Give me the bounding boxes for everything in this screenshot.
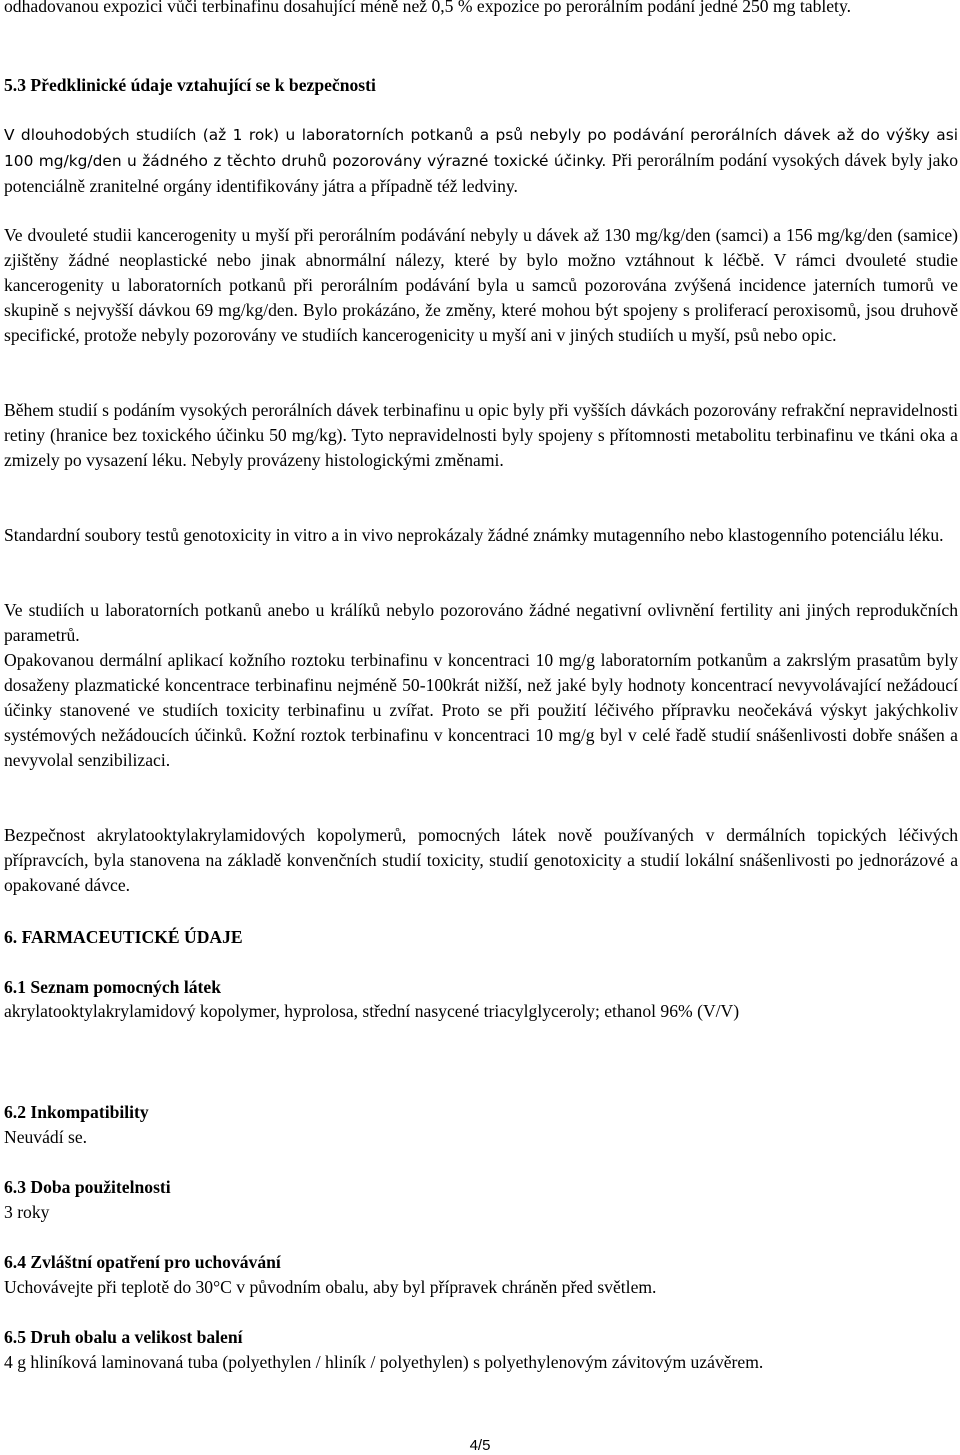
preclinical-paragraph-1b: Při perorálním podání vysokých dávek byly jako potenciálně zranitelné orgány identifikovány játra a případně též ledviny. bbox=[4, 150, 958, 196]
intro-paragraph: odhadovanou expozici vůči terbinafinu dosahující méně než 0,5 % expozice po perorálním podání jedné 250 mg tablety. bbox=[4, 0, 851, 16]
section-6-5-text: 4 g hliníková laminovaná tuba (polyethylen / hliník / polyethylen) s polyethylenovým závitovým uzávěrem. bbox=[4, 1352, 764, 1372]
preclinical-paragraph-5: Ve studiích u laboratorních potkanů anebo u králíků nebylo pozorováno žádné negativní ovlivnění fertility ani jiných reprodukčních parametrů. bbox=[4, 600, 958, 645]
section-6-heading: 6. FARMACEUTICKÉ ÚDAJE bbox=[4, 927, 243, 947]
preclinical-paragraph-1 bbox=[4, 123, 958, 200]
section-5-3-heading: 5.3 Předklinické údaje vztahující se k bezpečnosti bbox=[4, 75, 376, 95]
section-6-4-heading: 6.4 Zvláštní opatření pro uchovávání bbox=[4, 1252, 281, 1272]
preclinical-paragraph-3: Během studií s podáním vysokých perorálních dávek terbinafinu u opic byly při vyšších dávkách pozorovány refrakční nepravidelnosti retiny (hranice bez toxického účinku 50 mg/kg). Tyto nepravidelnosti byly spojeny s přítomnosti metabolitu terbinafinu ve tkáni oka a zmizely po vysazení léku. Nebyly provázeny histologickými změnami. bbox=[4, 400, 958, 470]
preclinical-paragraph-6: Opakovanou dermální aplikací kožního roztoku terbinafinu v koncentraci 10 mg/g laboratorním potkanům a zakrslým prasatům byly dosaženy plazmatické koncentrace terbinafinu nejméně 50-100krát nižší, než jaké byly hodnoty koncentrací nevyvolávající nežádoucí účinky stanovené ve studiích toxicity terbinafinu u zvířat. Proto se při použití léčivého přípravku neočekává výskyt jakýchkoliv systémových nežádoucích účinků. Kožní roztok terbinafinu v koncentraci 10 mg/g byl v celé řadě studií snášenlivosti dobře snášen a nevyvolal senzibilizaci. bbox=[4, 650, 958, 770]
section-6-3-heading: 6.3 Doba použitelnosti bbox=[4, 1177, 171, 1197]
section-6-1-heading: 6.1 Seznam pomocných látek bbox=[4, 977, 221, 997]
section-6-2-text: Neuvádí se. bbox=[4, 1127, 88, 1147]
preclinical-paragraph-4: Standardní soubory testů genotoxicity in vitro a in vivo neprokázaly žádné známky mutagenního nebo klastogenního potenciálu léku. bbox=[4, 525, 944, 545]
section-6-5-heading: 6.5 Druh obalu a velikost balení bbox=[4, 1327, 243, 1347]
page-number: 4/5 bbox=[469, 1437, 491, 1454]
section-6-3-text: 3 roky bbox=[4, 1202, 50, 1222]
section-6-2-heading: 6.2 Inkompatibility bbox=[4, 1102, 149, 1122]
preclinical-paragraph-1a: V dlouhodobých studiích (až 1 rok) u laboratorních potkanů a psů nebyly po podávání perorálních dávek až do výšky asi 100 mg/kg/den u žádného z těchto druhů pozorovány výrazné toxické účinky. bbox=[4, 126, 958, 170]
preclinical-paragraph-2 bbox=[4, 223, 958, 348]
section-6-4-text: Uchovávejte při teplotě do 30°C v původním obalu, aby byl přípravek chráněn před světlem. bbox=[4, 1277, 657, 1297]
preclinical-paragraph-2b: V rámci dvouleté studie kancerogenity u laboratorních potkanů při perorálním podávání byla u samců pozorována zvýšená incidence jaterních tumorů ve skupině s nejvyšší dávkou 69 mg/kg/den. Bylo prokázáno, že změny, které mohou být spojeny s proliferací peroxisomů, jsou druhově specifické, protože nebyly pozorovány ve studiích kancerogenicity u myší ani v jiných studiích u myší, psů nebo opic. bbox=[4, 250, 958, 345]
preclinical-paragraph-2a: Ve dvouleté studii kancerogenity u myší při perorálním podávání nebyly u dávek až 130 mg/kg/den (samci) a 156 mg/kg/den (samice) zjištěny žádné neoplastické nebo jinak abnormální nálezy, které by bylo možno vztáhnout k léčbě. bbox=[4, 225, 958, 270]
preclinical-paragraph-7: Bezpečnost akrylatooktylakrylamidových kopolymerů, pomocných látek nově používaných v dermálních topických léčivých přípravcích, byla stanovena na základě konvenčních studií toxicity, studií genotoxicity a studií lokální snášenlivosti po jednorázové a opakované dávce. bbox=[4, 825, 958, 895]
section-6-1-text: akrylatooktylakrylamidový kopolymer, hyprolosa, střední nasycené triacylglyceroly; ethanol 96% (V/V) bbox=[4, 1001, 740, 1021]
